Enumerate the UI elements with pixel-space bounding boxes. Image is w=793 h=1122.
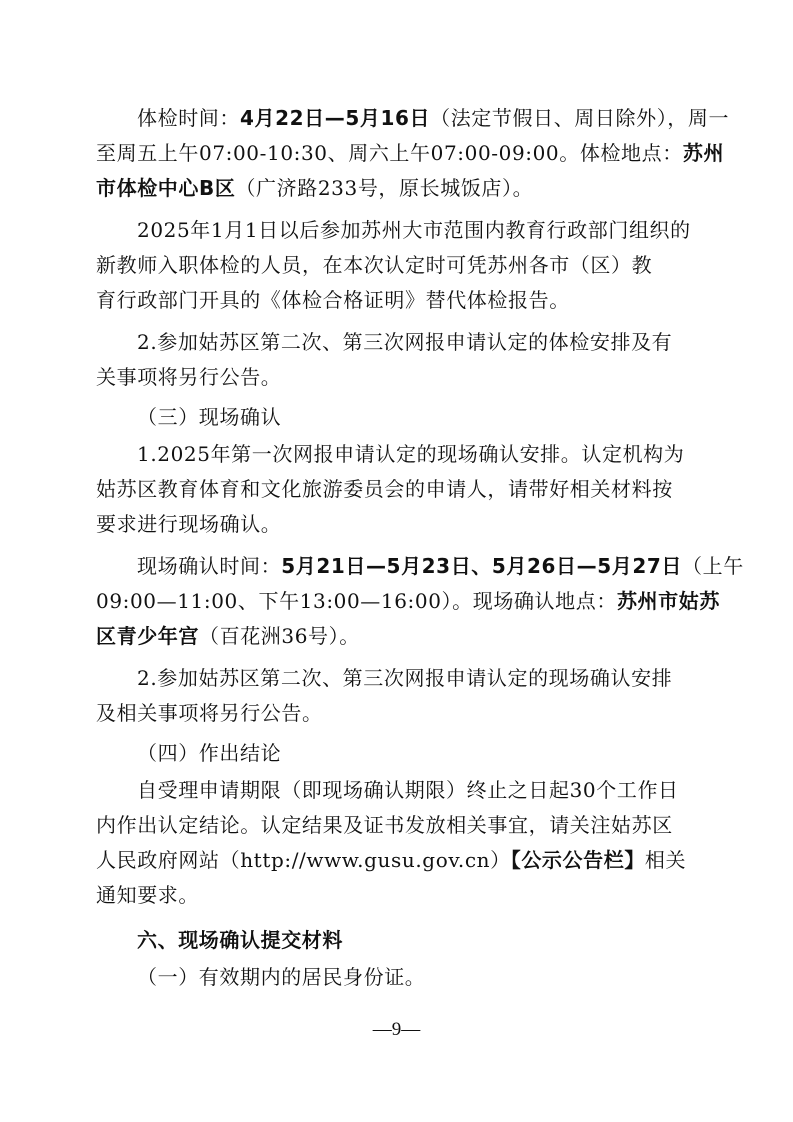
conclusion-related-text: 相关 — [644, 848, 687, 872]
exam-location-part-2: 市体检中心B区 — [96, 176, 236, 200]
onsite-other-line-2: 及相关事项将另行公告。 — [96, 701, 323, 725]
heading-section-6: 六、现场确认提交材料 — [137, 928, 343, 952]
exam-date-range: 4月22日—5月16日 — [240, 106, 431, 130]
onsite-time-line-3 — [96, 619, 702, 654]
new-teacher-line-1: 2025年1月1日以后参加苏州大市范围内教育行政部门组织的 — [137, 218, 691, 242]
onsite-other-rounds-paragraph — [96, 661, 702, 731]
onsite-location-part-1: 苏州市姑苏 — [616, 589, 720, 613]
conclusion-paragraph — [96, 773, 702, 913]
conclusion-line-4: 通知要求。 — [96, 883, 199, 907]
exam-other-rounds-paragraph — [96, 325, 702, 395]
exam-time-note: （法定节假日、周日除外），周一 — [430, 106, 730, 130]
onsite-location-address: （百花洲36号）。 — [199, 624, 360, 648]
id-card-item: （一）有效期内的居民身份证。 — [137, 965, 426, 989]
onsite-hours-text: 09:00—11:00、下午13:00—16:00）。现场确认地点： — [96, 589, 617, 613]
page-number: —9— — [372, 1019, 421, 1040]
heading-onsite-confirmation: （三）现场确认 — [137, 405, 282, 429]
onsite-time-note-start: （上午 — [682, 554, 744, 578]
exam-schedule-line-2 — [96, 136, 725, 171]
conclusion-line-1: 自受理申请期限（即现场确认期限）终止之日起30个工作日 — [137, 778, 679, 802]
onsite-location-part-2: 区青少年宫 — [96, 624, 199, 648]
exam-schedule-paragraph — [96, 101, 730, 206]
exam-schedule-line-1 — [96, 101, 730, 136]
exam-other-line-1: 2.参加姑苏区第二次、第三次网报申请认定的体检安排及有 — [137, 330, 673, 354]
onsite-date-range: 5月21日—5月23日、5月26日—5月27日 — [281, 554, 682, 578]
onsite-time-paragraph — [96, 549, 744, 654]
new-teacher-line-2: 新教师入职体检的人员，在本次认定时可凭苏州各市（区）教 — [96, 253, 653, 277]
onsite-time-line-2 — [96, 584, 720, 619]
onsite-other-line-1: 2.参加姑苏区第二次、第三次网报申请认定的现场确认安排 — [137, 666, 673, 690]
conclusion-line-3 — [96, 843, 702, 878]
exam-time-label: 体检时间： — [137, 106, 240, 130]
onsite-time-line-1 — [96, 549, 744, 584]
exam-hours-text: 至周五上午07:00-10:30、周六上午07:00-09:00。体检地点： — [96, 141, 683, 165]
onsite-arrangement-paragraph — [96, 437, 702, 542]
exam-location-part-1: 苏州 — [682, 141, 725, 165]
onsite-arrangement-line-3: 要求进行现场确认。 — [96, 512, 282, 536]
notice-board-label: 【公示公告栏】 — [510, 848, 645, 872]
conclusion-line-2: 内作出认定结论。认定结果及证书发放相关事宜，请关注姑苏区 — [96, 813, 673, 837]
onsite-time-label: 现场确认时间： — [137, 554, 282, 578]
new-teacher-paragraph — [96, 213, 702, 318]
onsite-arrangement-line-1: 1.2025年第一次网报申请认定的现场确认安排。认定机构为 — [137, 442, 685, 466]
new-teacher-line-3: 育行政部门开具的《体检合格证明》替代体检报告。 — [96, 288, 570, 312]
exam-location-address: （广济路233号，原长城饭店）。 — [235, 176, 534, 200]
onsite-arrangement-line-2: 姑苏区教育体育和文化旅游委员会的申请人，请带好相关材料按 — [96, 477, 673, 501]
exam-other-line-2: 关事项将另行公告。 — [96, 365, 282, 389]
heading-conclusion: （四）作出结论 — [137, 741, 282, 765]
exam-schedule-line-3 — [96, 171, 702, 206]
gov-website-text: 人民政府网站（http://www.gusu.gov.cn） — [96, 848, 511, 872]
